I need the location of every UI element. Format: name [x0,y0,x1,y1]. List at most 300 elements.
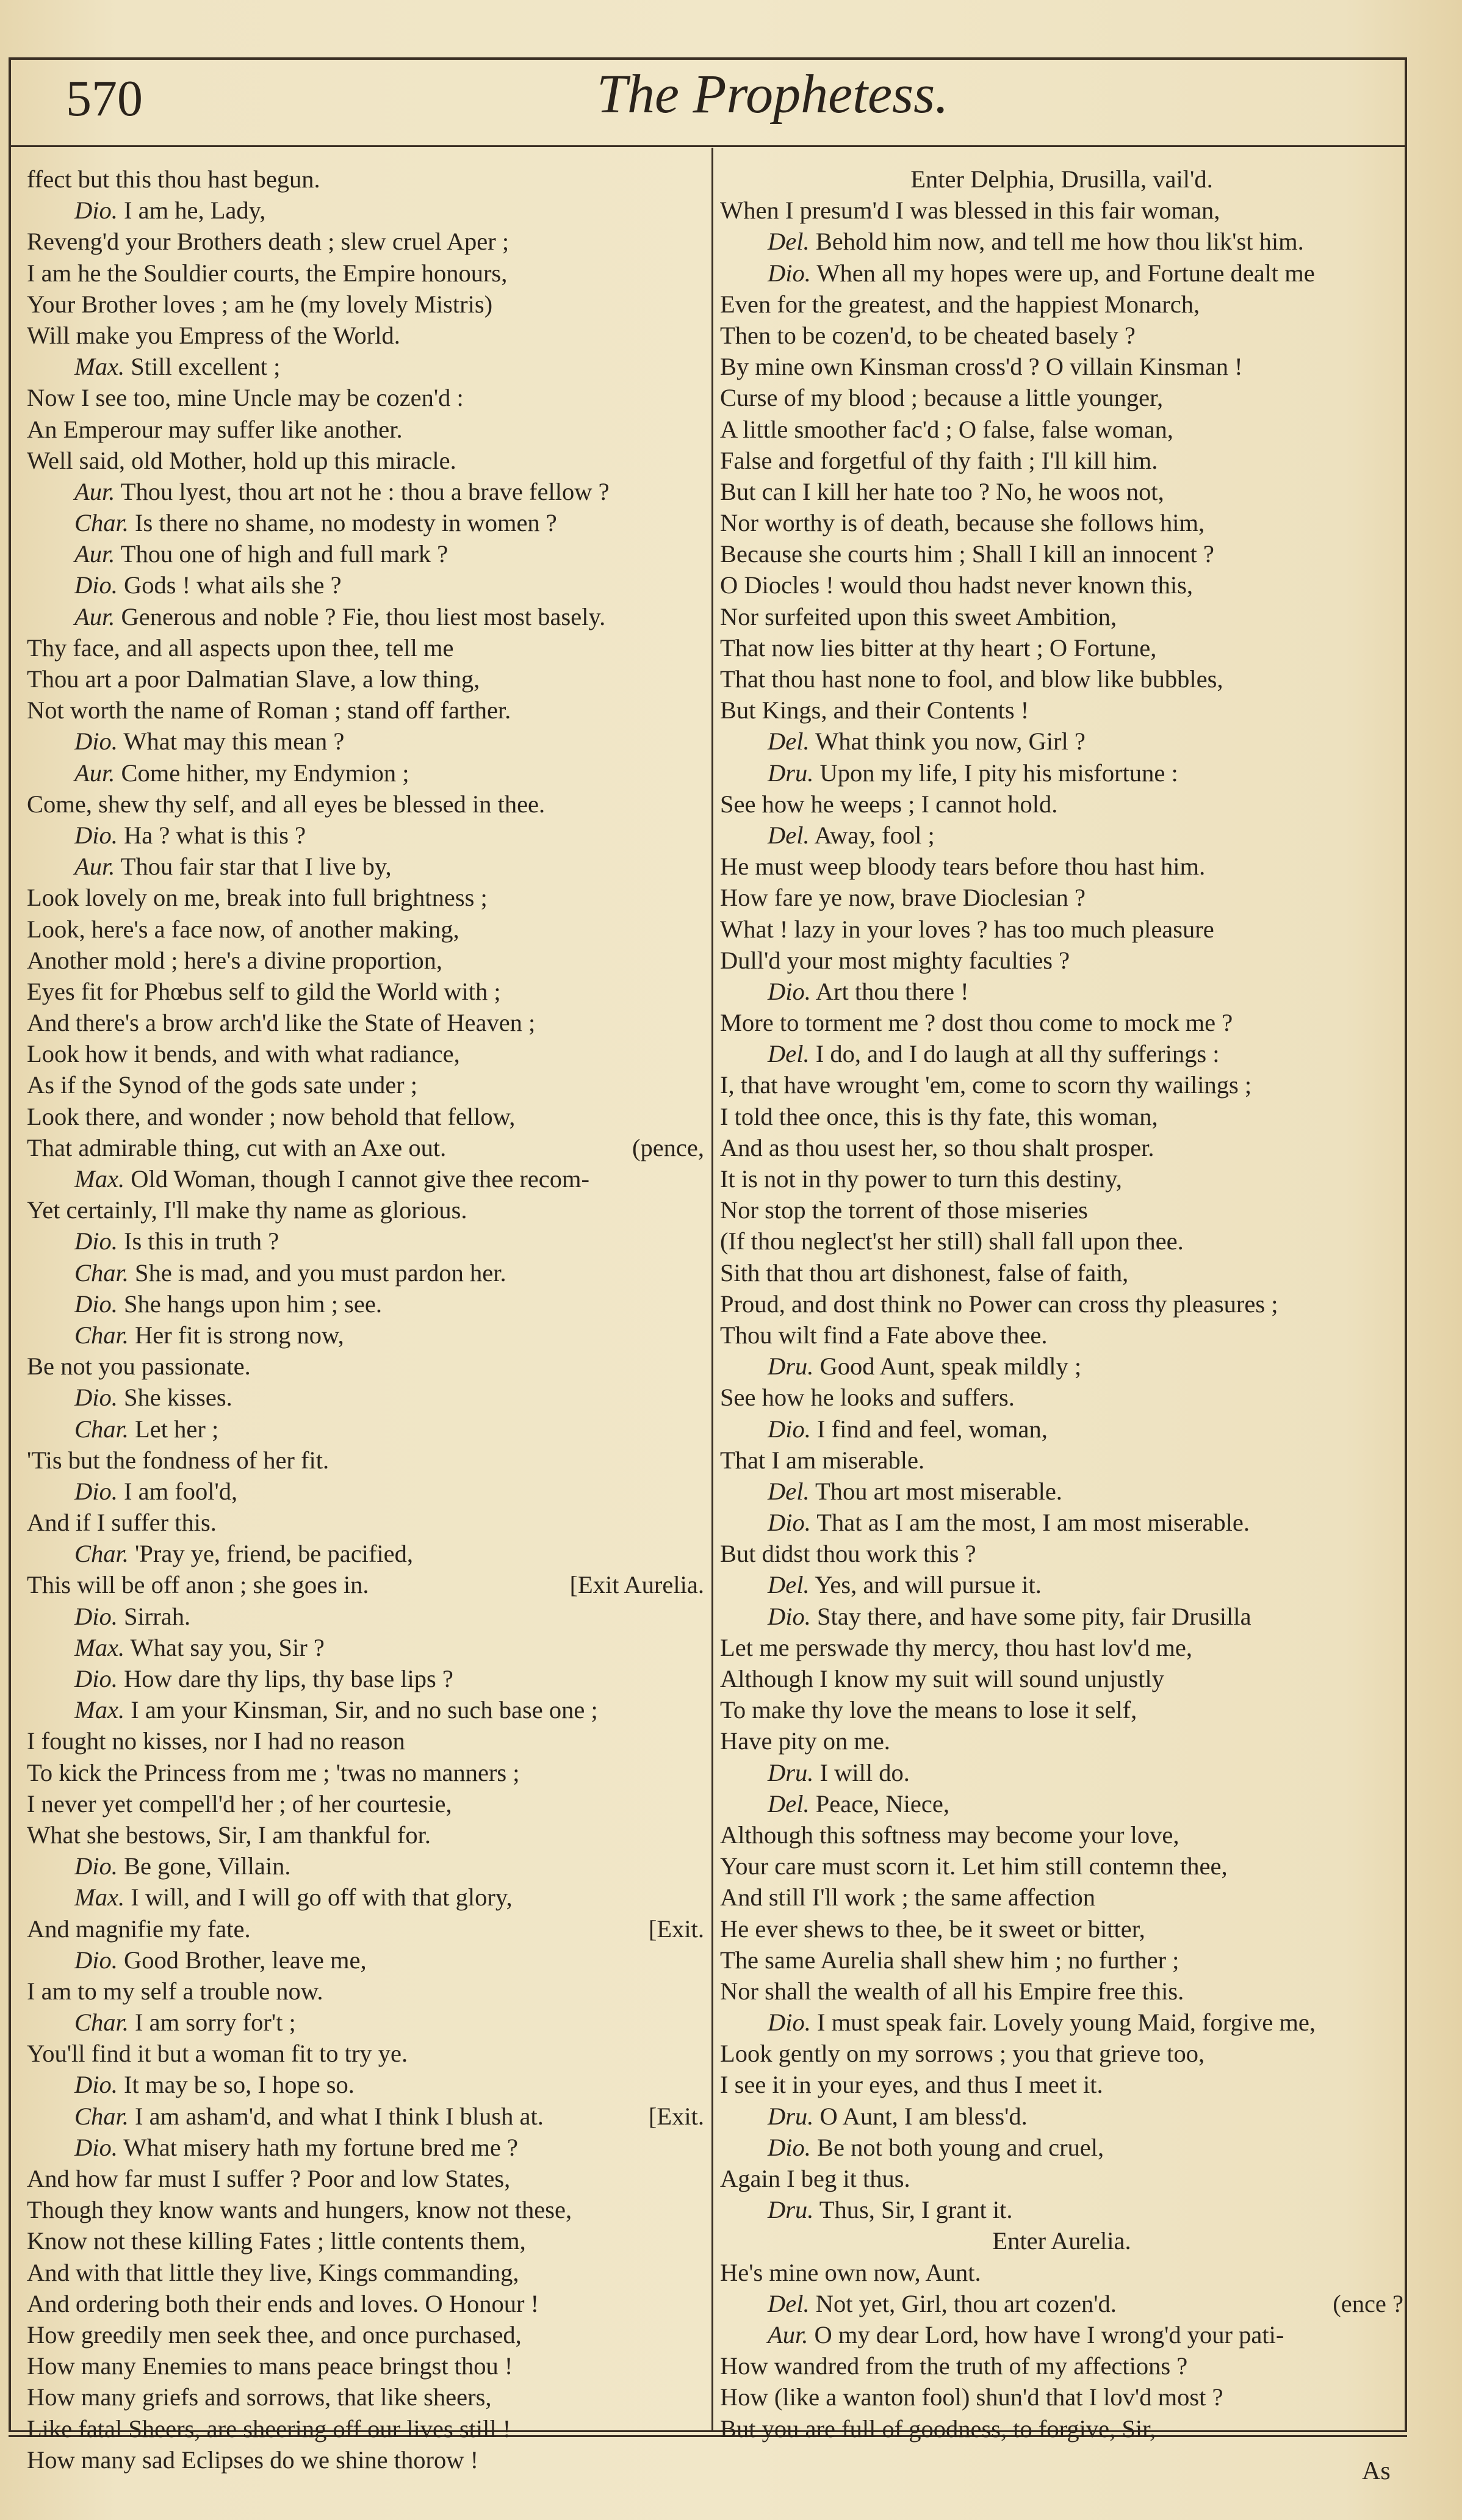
text-line [720,289,1403,320]
text-line [720,820,1403,851]
speaker-prefix: Del. [768,727,810,756]
line-text: What misery hath my fortune bred me ? [123,2133,518,2161]
speaker-prefix: Dru. [768,2102,814,2130]
line-text: 'Tis but the fondness of her fit. [27,1446,329,1474]
text-line [720,1132,1403,1163]
speaker-prefix: Char. [74,1258,129,1287]
line-text: He's mine own now, Aunt. [720,2258,981,2286]
line-text: To kick the Princess from me ; 'twas no manners ; [27,1758,520,1786]
text-line [720,1725,1403,1756]
line-text: Look there, and wonder ; now behold that fellow, [27,1102,516,1130]
line-text: Reveng'd your Brothers death ; slew cruel Aper ; [27,228,510,256]
speaker-prefix: Dio. [74,1227,118,1255]
text-line [720,1882,1403,1913]
line-text: Nor worthy is of death, because she follows him, [720,509,1205,537]
line-text: Generous and noble ? Fie, thou liest most basely. [121,602,606,630]
line-text: Look, here's a face now, of another making, [27,915,459,943]
text-line [27,1819,704,1850]
text-line [720,1788,1403,1819]
line-text: See how he weeps ; I cannot hold. [720,790,1058,818]
speaker-prefix: Dio. [74,1477,118,1505]
line-text: O my dear Lord, how have I wrong'd your pati- [814,2320,1284,2349]
line-text: How greedily men seek thee, and once purchased, [27,2320,522,2349]
text-line [27,2225,704,2256]
catchword: As [1362,2457,1391,2485]
text-line [27,1944,704,1976]
line-text: Your care must scorn it. Let him still contemn thee, [720,1852,1228,1880]
right-aligned-note: [Exit Aurelia. [569,1571,704,1599]
text-line [27,1257,704,1288]
line-text: Sirrah. [124,1602,191,1630]
text-line [27,976,704,1007]
line-text: Then to be cozen'd, to be cheated basely ? [720,321,1136,349]
running-title: The Prophetess. [597,64,949,125]
text-line [720,1538,1403,1569]
speaker-prefix: Dio. [74,571,118,599]
text-line [720,2007,1403,2038]
text-line [27,1569,704,1600]
line-text: Behold him now, and tell me how thou lik'st him. [815,228,1304,256]
text-line [720,476,1403,507]
text-line [27,601,704,632]
line-text: But Kings, and their Contents ! [720,696,1029,724]
line-text: Although I know my suit will sound unjustly [720,1665,1164,1692]
speaker-prefix: Max. [74,1883,125,1912]
text-line [720,1476,1403,1507]
right-aligned-note: (ence ? [1333,2289,1403,2317]
line-text: Your Brother loves ; am he (my lovely Mistris) [27,290,493,318]
text-line [720,1663,1403,1694]
line-text: Again I beg it thus. [720,2165,910,2192]
text-line [720,632,1403,663]
speaker-prefix: Dru. [768,759,814,787]
line-text: That as I am the most, I am most miserable. [816,1509,1250,1537]
text-line [720,976,1403,1007]
line-text: She kisses. [124,1384,232,1412]
speaker-prefix: Dio. [74,1852,118,1880]
text-line [27,1788,704,1819]
text-line [27,1413,704,1445]
speaker-prefix: Dio. [768,977,811,1005]
line-text: Peace, Niece, [815,1789,949,1818]
line-text: Good Brother, leave me, [124,1946,367,1974]
speaker-prefix: Del. [768,2289,810,2317]
text-line [720,1694,1403,1725]
text-line [720,507,1403,538]
speaker-prefix: Dio. [74,821,118,849]
line-text: Thou art a poor Dalmatian Slave, a low thing, [27,665,480,693]
line-text: That now lies bitter at thy heart ; O Fortune, [720,634,1157,662]
line-text: An Emperour may suffer like another. [27,415,403,443]
line-text: How many griefs and sorrows, that like sheers, [27,2383,492,2411]
speaker-prefix: Aur. [74,602,115,630]
line-text: To make thy love the means to lose it self, [720,1696,1137,1724]
text-line [27,2038,704,2069]
text-line [27,1038,704,1069]
line-text: Is this in truth ? [124,1227,279,1255]
line-text: Thus, Sir, I grant it. [819,2196,1013,2224]
line-text: And still I'll work ; the same affection [720,1883,1096,1912]
text-line [27,1882,704,1913]
text-line [27,1694,704,1725]
line-text: It may be so, I hope so. [124,2071,355,2099]
text-line [27,1850,704,1882]
line-text: What think you now, Girl ? [815,727,1086,756]
line-text: What she bestows, Sir, I am thankful for. [27,1821,431,1849]
line-text: Come hither, my Endymion ; [121,759,409,787]
speaker-prefix: Del. [768,1040,810,1068]
text-line [27,2288,704,2319]
speaker-prefix: Dio. [768,1602,811,1630]
line-text: That admirable thing, cut with an Axe out. [27,1133,447,1161]
stage-direction: Enter Aurelia. [992,2227,1131,2255]
text-line [27,2257,704,2288]
text-line [27,1476,704,1507]
text-line [27,1163,704,1194]
text-line [27,569,704,601]
text-line [720,2163,1403,2194]
text-line [27,1194,704,1226]
speaker-prefix: Max. [74,1633,125,1661]
page-frame-top-rule [9,57,1406,60]
line-text: Sith that thou art dishonest, false of faith, [720,1258,1129,1287]
speaker-prefix: Char. [74,2102,129,2130]
line-text: I am your Kinsman, Sir, and no such base one ; [131,1696,598,1724]
text-line [720,2194,1403,2225]
speaker-prefix: Aur. [74,477,115,505]
line-text: And there's a brow arch'd like the State of Heaven ; [27,1009,536,1037]
text-line [720,1069,1403,1100]
line-text: When I presum'd I was blessed in this fair woman, [720,197,1220,225]
line-text: Not worth the name of Roman ; stand off farther. [27,696,511,724]
line-text: What ! lazy in your loves ? has too much pleasure [720,915,1214,943]
line-text: And how far must I suffer ? Poor and low States, [27,2165,511,2192]
line-text: Good Aunt, speak mildly ; [819,1352,1082,1381]
line-text: And with that little they live, Kings commanding, [27,2258,519,2286]
line-text: What may this mean ? [123,727,345,756]
text-line [27,1007,704,1038]
speaker-prefix: Dio. [74,1665,118,1692]
speaker-prefix: Dio. [768,2133,811,2161]
speaker-prefix: Dio. [74,197,118,225]
line-text: He must weep bloody tears before thou hast him. [720,853,1206,881]
speaker-prefix: Dio. [768,1415,811,1443]
speaker-prefix: Dio. [768,259,811,287]
text-line [720,1226,1403,1257]
text-line [720,382,1403,413]
speaker-prefix: Dio. [74,1384,118,1412]
text-line [27,351,704,382]
header-underline-rule [9,145,1407,147]
line-text: The same Aurelia shall shew him ; no further ; [720,1946,1179,1974]
line-text: I am sorry for't ; [135,2009,296,2037]
line-text: Now I see too, mine Uncle may be cozen'd : [27,384,464,412]
text-line [27,1101,704,1132]
line-text: Ha ? what is this ? [124,821,306,849]
text-line [720,1382,1403,1413]
text-line [720,1163,1403,1194]
speaker-prefix: Dru. [768,2196,814,2224]
text-line [27,663,704,695]
speaker-prefix: Dio. [768,2009,811,2037]
text-line [27,2444,704,2475]
text-line [27,2101,704,2132]
text-line [27,1725,704,1756]
line-text: Let me perswade thy mercy, thou hast lov'd me, [720,1633,1192,1661]
text-line [720,538,1403,569]
text-line [720,914,1403,945]
line-text: By mine own Kinsman cross'd ? O villain Kinsman ! [720,353,1243,381]
text-line [720,2319,1403,2350]
speaker-prefix: Char. [74,1540,129,1568]
line-text: Know not these killing Fates ; little contents them, [27,2227,526,2255]
text-line [720,569,1403,601]
speaker-prefix: Dio. [74,1290,118,1318]
text-line [27,1757,704,1788]
text-line [720,2288,1403,2319]
line-text: She hangs upon him ; see. [124,1290,382,1318]
text-line [720,1038,1403,1069]
text-line [720,1101,1403,1132]
text-line [720,195,1403,226]
line-text: What say you, Sir ? [130,1633,325,1661]
text-line [27,258,704,289]
text-line [720,1757,1403,1788]
text-line [27,820,704,851]
speaker-prefix: Dru. [768,1758,814,1786]
text-line [27,1069,704,1100]
line-text: Thou art most miserable. [815,1477,1062,1505]
text-line [720,2350,1403,2381]
text-line [720,757,1403,789]
speaker-prefix: Char. [74,1415,129,1443]
text-line [27,1976,704,2007]
text-line [720,601,1403,632]
text-line [27,1663,704,1694]
line-text: How dare thy lips, thy base lips ? [124,1665,453,1692]
line-text: I do, and I do laugh at all thy sufferings : [815,1040,1220,1068]
text-line [720,1194,1403,1226]
text-line [720,1632,1403,1663]
line-text: Have pity on me. [720,1727,890,1755]
line-text: I must speak fair. Lovely young Maid, forgive me, [817,2009,1316,2037]
text-line [720,1601,1403,1632]
speaker-prefix: Max. [74,353,125,381]
line-text: See how he looks and suffers. [720,1384,1015,1412]
text-line [720,695,1403,726]
text-line [720,1976,1403,2007]
line-text: Her fit is strong now, [135,1321,344,1349]
speaker-prefix: Dio. [74,1602,118,1630]
speaker-prefix: Dio. [74,1946,118,1974]
line-text: How wandred from the truth of my affections ? [720,2352,1188,2380]
line-text: Not yet, Girl, thou art cozen'd. [815,2289,1117,2317]
text-line [720,2257,1403,2288]
line-text: That thou hast none to fool, and blow like bubbles, [720,665,1223,693]
line-text: Look how it bends, and with what radiance, [27,1040,460,1068]
text-line [720,1351,1403,1382]
text-line [27,882,704,913]
text-line [720,320,1403,351]
text-line [720,1413,1403,1445]
line-text: Old Woman, though I cannot give thee recom- [131,1165,589,1193]
text-line [720,1257,1403,1288]
line-text: Eyes fit for Phœbus self to gild the World with ; [27,977,501,1005]
line-text: When all my hopes were up, and Fortune dealt me [816,259,1315,287]
line-text: I am to my self a trouble now. [27,1977,323,2005]
line-text: How (like a wanton fool) shun'd that I lov'd most ? [720,2383,1223,2411]
text-line [27,2381,704,2413]
text-line [720,1007,1403,1038]
speaker-prefix: Del. [768,1571,810,1599]
text-line [27,851,704,882]
text-line [27,1507,704,1538]
left-text-column [27,164,704,2475]
text-line [27,164,704,195]
text-line [27,414,704,445]
line-text: False and forgetful of thy faith ; I'll kill him. [720,446,1158,474]
text-line [27,507,704,538]
line-text: I told thee once, this is thy fate, this woman, [720,1102,1158,1130]
text-line [27,914,704,945]
line-text: More to torment me ? dost thou come to mock me ? [720,1009,1233,1037]
text-line [27,1351,704,1382]
right-text-column [720,164,1403,2444]
text-line [720,1445,1403,1476]
text-line [720,1913,1403,1944]
line-text: Look lovely on me, break into full brightness ; [27,884,488,912]
text-line [720,258,1403,289]
text-line [27,1538,704,1569]
line-text: Another mold ; here's a divine proportion, [27,946,443,974]
line-text: I find and feel, woman, [817,1415,1048,1443]
line-text: That I am miserable. [720,1446,925,1474]
line-text: But you are full of goodness, to forgive, Sir, [720,2414,1156,2442]
line-text: I will, and I will go off with that glory, [131,1883,513,1912]
line-text: I am fool'd, [124,1477,238,1505]
text-line [27,945,704,976]
right-aligned-note: [Exit. [648,2102,704,2130]
text-line [27,2069,704,2100]
right-aligned-note: [Exit. [648,1915,704,1943]
text-line [720,2413,1403,2444]
line-text: Though they know wants and hungers, know not these, [27,2196,572,2224]
right-aligned-note: (pence, [632,1133,704,1161]
line-text: Although this softness may become your love, [720,1821,1179,1849]
line-text: I never yet compell'd her ; of her courtesie, [27,1789,452,1818]
text-line [27,1226,704,1257]
text-line [720,851,1403,882]
line-text: She is mad, and you must pardon her. [135,1258,506,1287]
line-text: Proud, and dost think no Power can cross thy pleasures ; [720,1290,1278,1318]
line-text: Yet certainly, I'll make thy name as glorious. [27,1196,467,1224]
text-line [720,1288,1403,1320]
text-line [720,945,1403,976]
text-line [27,1382,704,1413]
text-line [27,2319,704,2350]
speaker-prefix: Aur. [74,853,115,881]
line-text: I will do. [819,1758,910,1786]
column-divider-rule [711,148,713,2430]
text-line [720,2381,1403,2413]
text-line [27,2350,704,2381]
speaker-prefix: Aur. [74,540,115,568]
speaker-prefix: Char. [74,1321,129,1349]
speaker-prefix: Dio. [74,2071,118,2099]
line-text: Art thou there ! [815,977,969,1005]
line-text: Look gently on my sorrows ; you that grieve too, [720,2040,1205,2068]
text-line [720,2101,1403,2132]
line-text: O Diocles ! would thou hadst never known this, [720,571,1194,599]
speaker-prefix: Aur. [768,2320,808,2349]
line-text: It is not in thy power to turn this destiny, [720,1165,1122,1193]
text-line [27,382,704,413]
text-line [720,882,1403,913]
text-line [720,1819,1403,1850]
line-text: Away, fool ; [814,821,935,849]
speaker-prefix: Char. [74,2009,129,2037]
text-line [720,726,1403,757]
line-text: I am he the Souldier courts, the Empire honours, [27,259,508,287]
text-line [720,1850,1403,1882]
text-line [27,757,704,789]
speaker-prefix: Del. [768,821,810,849]
line-text: Because she courts him ; Shall I kill an innocent ? [720,540,1214,568]
text-line [27,2413,704,2444]
text-line [27,226,704,257]
page-frame-right-rule [1405,57,1407,2432]
text-line [720,1320,1403,1351]
line-text: Thou one of high and full mark ? [120,540,448,568]
line-text: Be not you passionate. [27,1352,251,1381]
line-text: Even for the greatest, and the happiest Monarch, [720,290,1200,318]
line-text: Still excellent ; [131,353,281,381]
text-line [27,726,704,757]
page-number: 570 [66,70,143,127]
text-line [720,414,1403,445]
text-line [27,289,704,320]
text-line [27,1320,704,1351]
text-line [720,226,1403,257]
text-line [720,164,1403,195]
line-text: I am he, Lady, [124,197,266,225]
text-line [720,1507,1403,1538]
text-line [27,2163,704,2194]
text-line [720,663,1403,695]
text-line [720,2069,1403,2100]
line-text: But can I kill her hate too ? No, he woos not, [720,477,1164,505]
text-line [27,195,704,226]
line-text: Nor shall the wealth of all his Empire free this. [720,1977,1184,2005]
speaker-prefix: Del. [768,1789,810,1818]
line-text: Nor surfeited upon this sweet Ambition, [720,602,1117,630]
line-text: And ordering both their ends and loves. O Honour ! [27,2289,539,2317]
text-line [720,351,1403,382]
line-text: (If thou neglect'st her still) shall fall upon thee. [720,1227,1184,1255]
speaker-prefix: Del. [768,228,810,256]
line-text: O Aunt, I am bless'd. [819,2102,1028,2130]
stage-direction: Enter Delphia, Drusilla, vail'd. [910,165,1213,193]
line-text: I, that have wrought 'em, come to scorn thy wailings ; [720,1071,1252,1099]
line-text: I am asham'd, and what I think I blush at. [135,2102,544,2130]
speaker-prefix: Dio. [74,2133,118,2161]
speaker-prefix: Dru. [768,1352,814,1381]
speaker-prefix: Del. [768,1477,810,1505]
line-text: But didst thou work this ? [720,1540,976,1568]
text-line [720,1569,1403,1600]
text-line [720,2132,1403,2163]
text-line [27,632,704,663]
